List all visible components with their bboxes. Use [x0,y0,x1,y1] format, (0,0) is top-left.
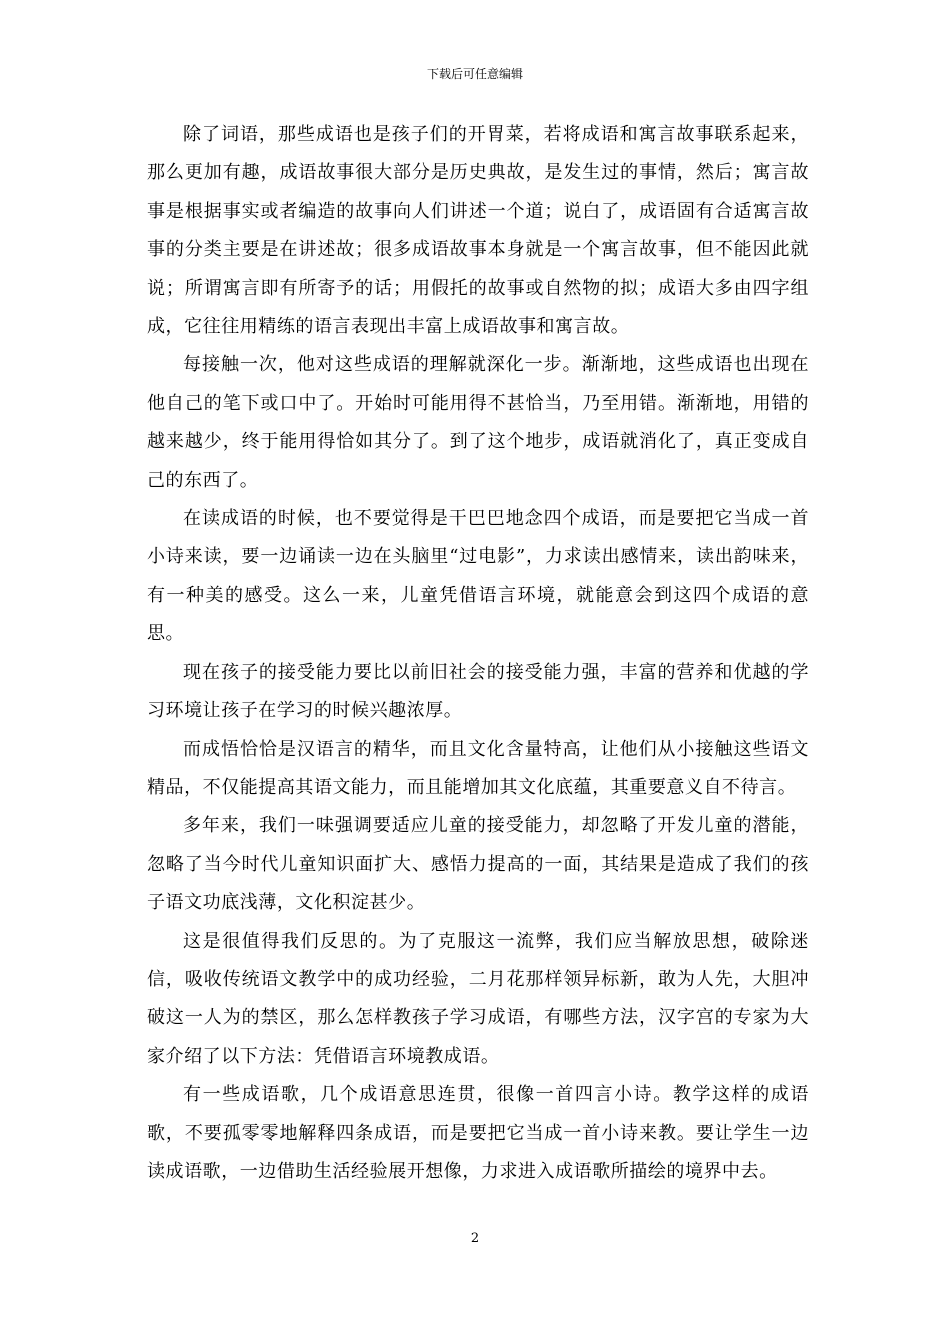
paragraph-8: 有一些成语歌，几个成语意思连贯，很像一首四言小诗。教学这样的成语歌，不要孤零零地解释四条成语，而是要把它当成一首小诗来教。要让学生一边读成语歌，一边借助生活经验展开想像，力求进入成语歌所描绘的境界中去。 [147,1084,809,1182]
paragraph-3: 在读成语的时候，也不要觉得是干巴巴地念四个成语，而是要把它当成一首小诗来读，要一边诵读一边在头脑里“过电影”，力求读出感情来，读出韵味来，有一种美的感受。这么一来，儿童凭借语言环境，就能意会到这四个成语的意思。 [147,508,809,645]
paragraph-2: 每接触一次，他对这些成语的理解就深化一步。渐渐地，这些成语也出现在他自己的笔下或口中了。开始时可能用得不甚恰当，乃至用错。渐渐地，用错的越来越少，终于能用得恰如其分了。到了这个地步，成语就消化了，真正变成自己的东西了。 [147,354,809,491]
paragraph-6: 多年来，我们一味强调要适应儿童的接受能力，却忽略了开发儿童的潜能，忽略了当今时代儿童知识面扩大、感悟力提高的一面，其结果是造成了我们的孩子语文功底浅薄，文化积淀甚少。 [147,815,809,914]
paragraph-7: 这是很值得我们反思的。为了克服这一流弊，我们应当解放思想，破除迷信，吸收传统语文教学中的成功经验，二月花那样领异标新，敢为人先，大胆冲破这一人为的禁区，那么怎样教孩子学习成语，有哪些方法，汉字宫的专家为大家介绍了以下方法：凭借语言环境教成语。 [147,930,809,1067]
page-header: 下载后可任意编辑 [426,67,523,81]
document-body [147,116,809,1191]
paragraph-1: 除了词语，那些成语也是孩子们的开胃菜，若将成语和寓言故事联系起来，那么更加有趣，成语故事很大部分是历史典故，是发生过的事情，然后；寓言故事是根据事实或者编造的故事向人们讲述一个道；说白了，成语固有合适寓言故事的分类主要是在讲述故；很多成语故事本身就是一个寓言故事，但不能因此就说；所谓寓言即有所寄予的话；用假托的故事或自然物的拟；成语大多由四字组成，它往往用精练的语言表现出丰富上成语故事和寓言故。 [147,124,809,338]
page-number: 2 [470,1231,480,1246]
paragraph-5: 而成悟恰恰是汉语言的精华，而且文化含量特高，让他们从小接触这些语文精品，不仅能提高其语文能力，而且能增加其文化底蕴，其重要意义自不待言。 [147,738,809,798]
paragraph-4: 现在孩子的接受能力要比以前旧社会的接受能力强，丰富的营养和优越的学习环境让孩子在学习的时候兴趣浓厚。 [147,661,809,722]
